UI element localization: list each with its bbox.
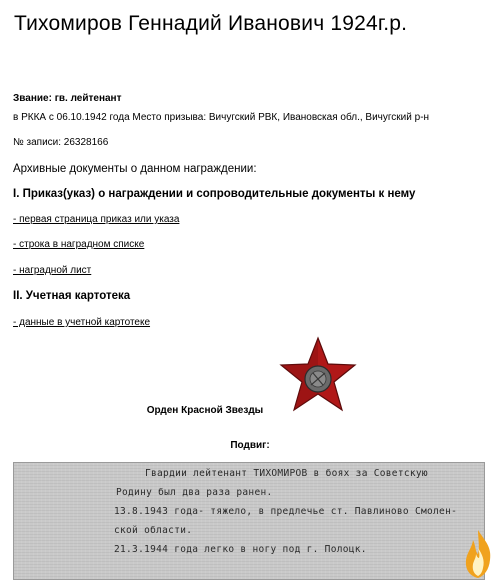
record-number: № записи: 26328166 bbox=[13, 137, 109, 148]
link-award-list-line[interactable]: - строка в наградном списке bbox=[13, 239, 145, 250]
rank-line: Звание: гв. лейтенант bbox=[13, 93, 122, 104]
red-star-icon bbox=[278, 335, 358, 415]
memorial-flame-logo bbox=[458, 528, 498, 580]
service-line: в РККА с 06.10.1942 года Место призыва: Вичугский РВК, Ивановская обл., Вичугский р-н bbox=[13, 112, 430, 123]
section-order-title: I. Приказ(указ) о награждении и сопроводительные документы к нему bbox=[13, 188, 416, 200]
red-star-order-image bbox=[278, 335, 358, 415]
section-card-index-title: II. Учетная картотека bbox=[13, 290, 131, 302]
person-name-title: Тихомиров Геннадий Иванович 1924г.р. bbox=[14, 12, 408, 35]
scan-line: 21.3.1944 года легко в ногу под г. Полоцк. bbox=[114, 544, 367, 555]
feat-heading: Подвиг: bbox=[230, 440, 270, 451]
scan-line: Гвардии лейтенант ТИХОМИРОВ в боях за Советскую bbox=[145, 468, 428, 479]
archive-heading: Архивные документы о данном награждении: bbox=[13, 163, 257, 175]
link-order-first-page[interactable]: - первая страница приказ или указа bbox=[13, 214, 180, 225]
scan-line: ской области. bbox=[114, 525, 193, 536]
scan-line: Родину был два раза ранен. bbox=[116, 487, 273, 498]
flame-icon bbox=[458, 528, 498, 580]
link-award-sheet[interactable]: - наградной лист bbox=[13, 265, 92, 276]
scan-line: 13.8.1943 года- тяжело, в предлечье ст. Павлиново Смолен- bbox=[114, 506, 458, 517]
link-card-index-data[interactable]: - данные в учетной картотеке bbox=[13, 317, 151, 328]
award-name: Орден Красной Звезды bbox=[146, 405, 264, 416]
feat-document-scan bbox=[13, 462, 485, 580]
